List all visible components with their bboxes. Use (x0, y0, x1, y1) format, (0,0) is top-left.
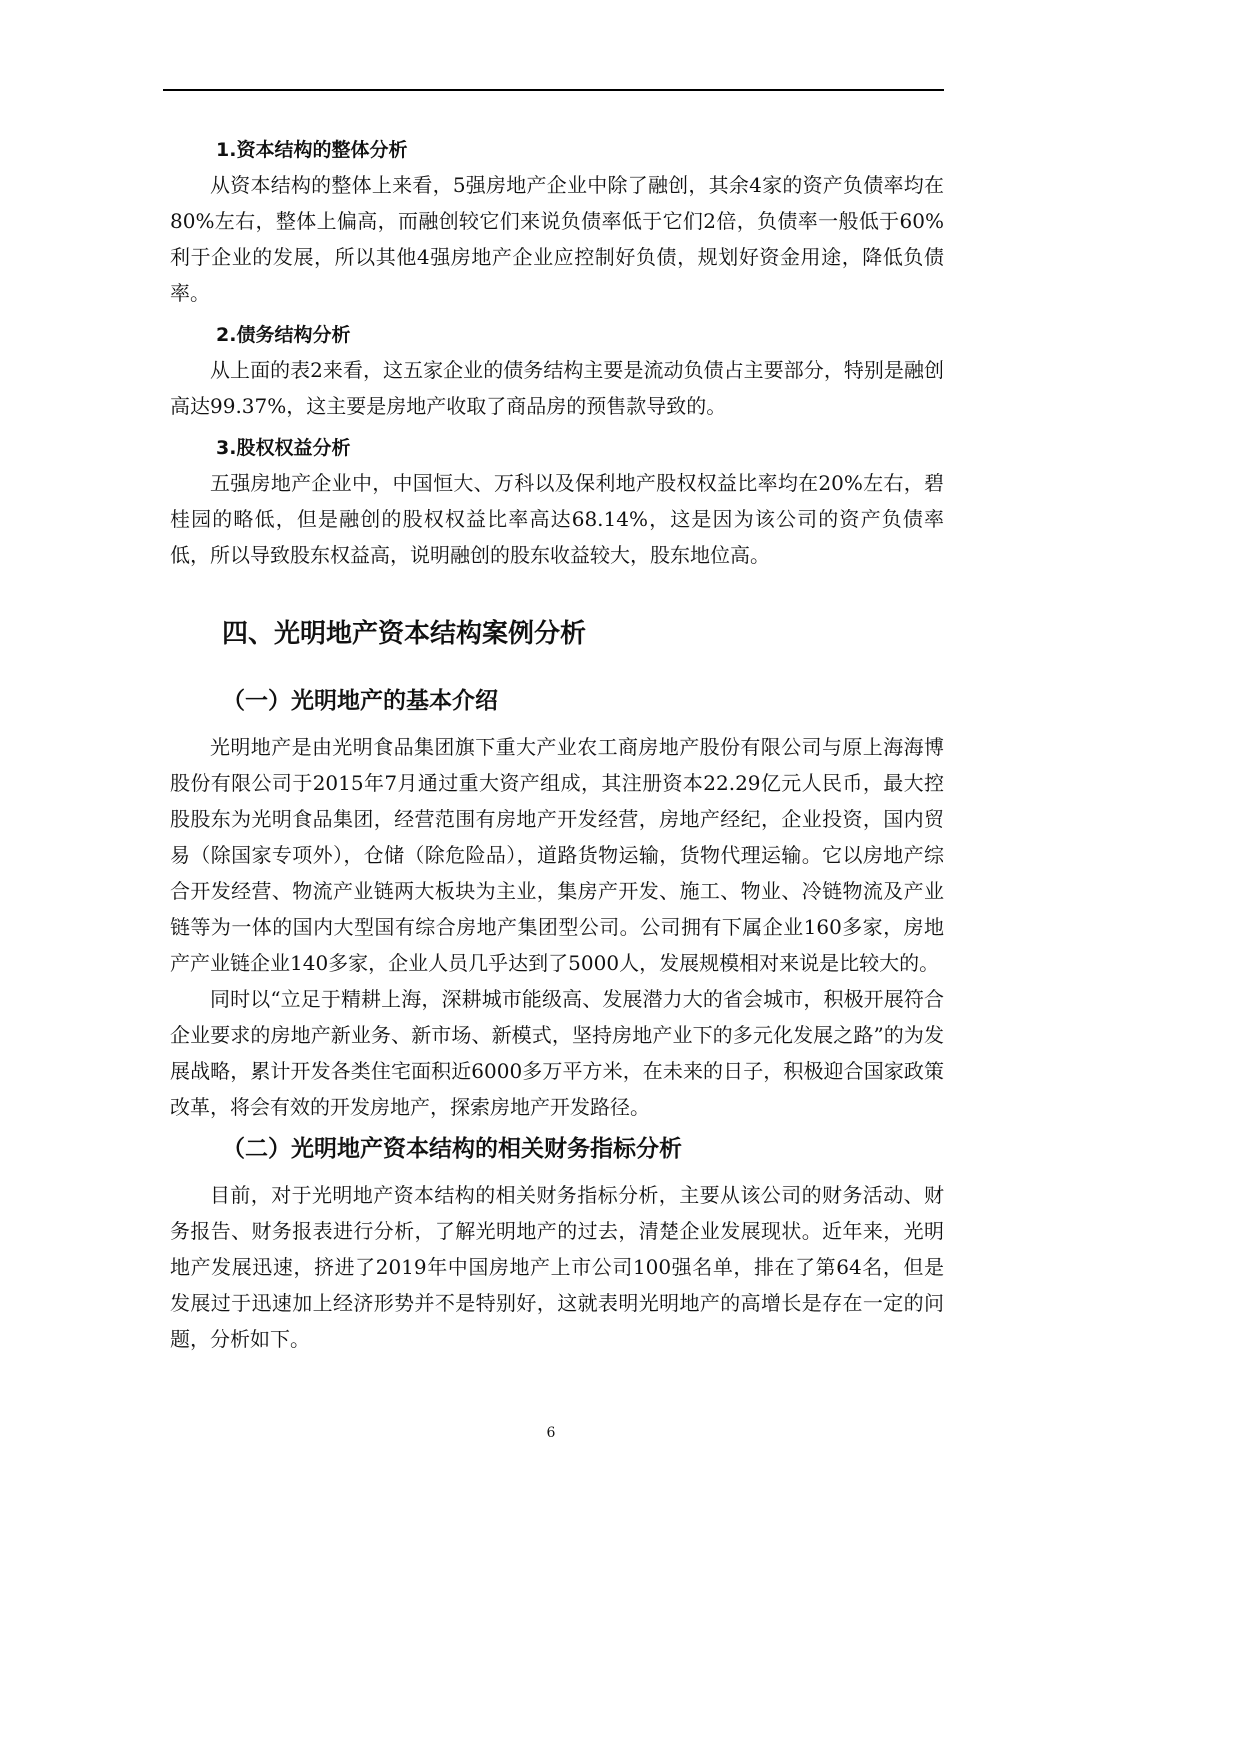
subsection-heading-equity: 3.股权权益分析 (216, 437, 351, 459)
section-title-financial-indicators: （二）光明地产资本结构的相关财务指标分析 (222, 1136, 682, 1162)
header-rule (163, 89, 944, 91)
page-content (170, 126, 944, 1357)
paragraph-development-strategy: 同时以“立足于精耕上海，深耕城市能级高、发展潜力大的省会城市，积极开展符合企业要求的房地产新业务、新市场、新模式，坚持房地产业下的多元化发展之路”的为发展战略，累计开发各类住宅面积近6000多万平方米，在未来的日子，积极迎合国家政策改革，将会有效的开发房地产，探索房地产开发路径。 (170, 987, 944, 1119)
paragraph-company-overview: 光明地产是由光明食品集团旗下重大产业农工商房地产股份有限公司与原上海海博股份有限公司于2015年7月通过重大资产组成，其注册资本22.29亿元人民币，最大控股股东为光明食品集团，经营范围有房地产开发经营，房地产经纪，企业投资，国内贸易（除国家专项外），仓储（除危险品），道路货物运输，货物代理运输。它以房地产综合开发经营、物流产业链两大板块为主业，集房产开发、施工、物业、冷链物流及产业链等为一体的国内大型国有综合房地产集团型公司。公司拥有下属企业160多家，房地产产业链企业140多家，企业人员几乎达到了5000人，发展规模相对来说是比较大的。 (170, 735, 944, 975)
page-number: 6 (546, 1425, 556, 1441)
subsection-text-equity: 五强房地产企业中，中国恒大、万科以及保利地产股权权益比率均在20%左右，碧桂园的略低，但是融创的股权权益比率高达68.14%，这是因为该公司的资产负债率低，所以导致股东权益高，说明融创的股东收益较大，股东地位高。 (170, 471, 944, 567)
paragraph-financial-analysis: 目前，对于光明地产资本结构的相关财务指标分析，主要从该公司的财务活动、财务报告、财务报表进行分析，了解光明地产的过去，清楚企业发展现状。近年来，光明地产发展迅速，挤进了2019年中国房地产上市公司100强名单，排在了第64名，但是发展过于迅速加上经济形势并不是特别好，这就表明光明地产的高增长是存在一定的问题，分析如下。 (170, 1183, 944, 1351)
subsection-heading-capital-structure: 1.资本结构的整体分析 (216, 139, 408, 161)
section-title-basic-intro: （一）光明地产的基本介绍 (222, 688, 498, 714)
subsection-heading-debt-structure: 2.债务结构分析 (216, 324, 351, 346)
subsection-text-capital-structure: 从资本结构的整体上来看，5强房地产企业中除了融创，其余4家的资产负债率均在80%左右，整体上偏高，而融创较它们来说负债率低于它们2倍，负债率一般低于60%利于企业的发展，所以其他4强房地产企业应控制好负债，规划好资金用途，降低负债率。 (170, 173, 944, 305)
subsection-text-debt-structure: 从上面的表2来看，这五家企业的债务结构主要是流动负债占主要部分，特别是融创高达99.37%，这主要是房地产收取了商品房的预售款导致的。 (170, 358, 944, 418)
chapter-title: 四、光明地产资本结构案例分析 (222, 619, 587, 649)
